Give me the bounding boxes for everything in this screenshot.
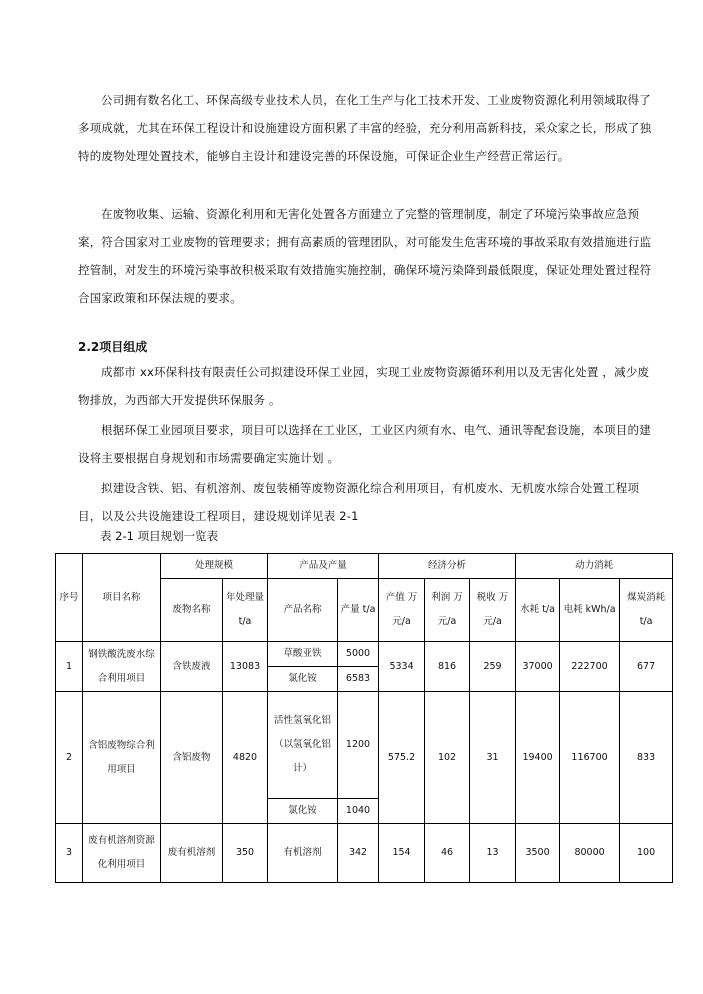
cell-coal: 100 bbox=[620, 824, 673, 883]
cell-project-name: 废有机溶剂资源化利用项目 bbox=[83, 824, 161, 883]
header-waste-name: 废物名称 bbox=[161, 579, 223, 642]
cell-profit: 46 bbox=[425, 824, 470, 883]
header-project-name: 项目名称 bbox=[83, 554, 161, 642]
cell-seq: 1 bbox=[56, 642, 83, 692]
cell-product-name: 氯化铵 bbox=[268, 667, 338, 692]
cell-annual-treatment: 4820 bbox=[223, 692, 268, 824]
cell-electric: 116700 bbox=[560, 692, 620, 824]
cell-tax: 31 bbox=[470, 692, 516, 824]
paragraph-management-system: 在废物收集、运输、资源化利用和无害化处置各方面建立了完整的管理制度，制定了环境污染事故应急预案，符合国家对工业废物的管理要求；拥有高素质的管理团队，对可能发生危害环境的事故采取有效措施进行监控管制，对发生的环境污染事故积极采取有效措施实施控制，确保环境污染降到最低限度，保证处理处置过程符合国家政策和环保法规的要求。 bbox=[78, 207, 652, 305]
header-power-consumption: 动力消耗 bbox=[516, 554, 673, 579]
header-seq: 序号 bbox=[56, 554, 83, 642]
cell-product-name: 活性氢氧化铝（以氢氧化铝计） bbox=[268, 692, 338, 799]
cell-output: 342 bbox=[338, 824, 379, 883]
cell-electric: 80000 bbox=[560, 824, 620, 883]
cell-project-name: 含铝废物综合利用项目 bbox=[83, 692, 161, 824]
cell-waste-name: 含铝废物 bbox=[161, 692, 223, 824]
paragraph-company-capability: 公司拥有数名化工、环保高级专业技术人员，在化工生产与化工技术开发、工业废物资源化利用领域取得了多项成就，尤其在环保工程设计和设施建设方面积累了丰富的经验，充分利用高新科技，采众家之长，形成了独特的废物处理处置技术，能够自主设计和建设完善的环保设施，可保证企业生产经营正常运行。 bbox=[78, 93, 652, 163]
project-plan-table bbox=[55, 553, 673, 883]
table-caption: 表 2-1 项目规划一览表 bbox=[100, 529, 219, 543]
header-annual-treatment: 年处理量 t/a bbox=[223, 579, 268, 642]
cell-output: 1040 bbox=[338, 799, 379, 824]
header-profit: 利润 万元/a bbox=[425, 579, 470, 642]
cell-waste-name: 废有机溶剂 bbox=[161, 824, 223, 883]
cell-water: 19400 bbox=[516, 692, 560, 824]
cell-output: 1200 bbox=[338, 692, 379, 799]
table-row bbox=[56, 642, 673, 667]
header-product-name: 产品名称 bbox=[268, 579, 338, 642]
header-value: 产值 万元/a bbox=[379, 579, 425, 642]
cell-seq: 2 bbox=[56, 692, 83, 824]
cell-water: 3500 bbox=[516, 824, 560, 883]
cell-output: 5000 bbox=[338, 642, 379, 667]
cell-product-name: 草酸亚铁 bbox=[268, 642, 338, 667]
header-processing-scale: 处理规模 bbox=[161, 554, 268, 579]
cell-tax: 13 bbox=[470, 824, 516, 883]
cell-value: 5334 bbox=[379, 642, 425, 692]
paragraph-site-requirements: 根据环保工业园项目要求，项目可以选择在工业区，工业区内须有水、电气、通讯等配套设施，本项目的建设将主要根据自身规划和市场需要确定实施计划 。 bbox=[78, 423, 651, 465]
header-coal: 煤炭消耗 t/a bbox=[620, 579, 673, 642]
cell-project-name: 钢铁酸洗废水综合利用项目 bbox=[83, 642, 161, 692]
table-row bbox=[56, 824, 673, 883]
table-row bbox=[56, 692, 673, 799]
cell-profit: 102 bbox=[425, 692, 470, 824]
header-tax: 税收 万元/a bbox=[470, 579, 516, 642]
cell-coal: 677 bbox=[620, 642, 673, 692]
cell-seq: 3 bbox=[56, 824, 83, 883]
cell-product-name: 有机溶剂 bbox=[268, 824, 338, 883]
header-electric: 电耗 kWh/a bbox=[560, 579, 620, 642]
cell-annual-treatment: 13083 bbox=[223, 642, 268, 692]
cell-output: 6583 bbox=[338, 667, 379, 692]
table-header-row-1 bbox=[56, 554, 673, 579]
cell-waste-name: 含铁废液 bbox=[161, 642, 223, 692]
cell-annual-treatment: 350 bbox=[223, 824, 268, 883]
cell-water: 37000 bbox=[516, 642, 560, 692]
paragraph-project-intro: 成都市 xx环保科技有限责任公司拟建设环保工业园，实现工业废物资源循环利用以及无害化处置 ，减少废物排放，为西部大开发提供环保服务 。 bbox=[78, 365, 650, 407]
section-heading: 2.2项目组成 bbox=[78, 340, 148, 354]
paragraph-construction-scope: 拟建设含铁、铝、有机溶剂、废包装桶等废物资源化综合利用项目，有机废水、无机废水综合处置工程项目，以及公共设施建设工程项目，建设规划详见表 2-1 bbox=[78, 481, 640, 523]
cell-tax: 259 bbox=[470, 642, 516, 692]
header-economic-analysis: 经济分析 bbox=[379, 554, 516, 579]
cell-coal: 833 bbox=[620, 692, 673, 824]
cell-electric: 222700 bbox=[560, 642, 620, 692]
cell-profit: 816 bbox=[425, 642, 470, 692]
header-product-output: 产品及产量 bbox=[268, 554, 379, 579]
cell-value: 575.2 bbox=[379, 692, 425, 824]
cell-product-name: 氯化铵 bbox=[268, 799, 338, 824]
header-output: 产量 t/a bbox=[338, 579, 379, 642]
header-water: 水耗 t/a bbox=[516, 579, 560, 642]
cell-value: 154 bbox=[379, 824, 425, 883]
